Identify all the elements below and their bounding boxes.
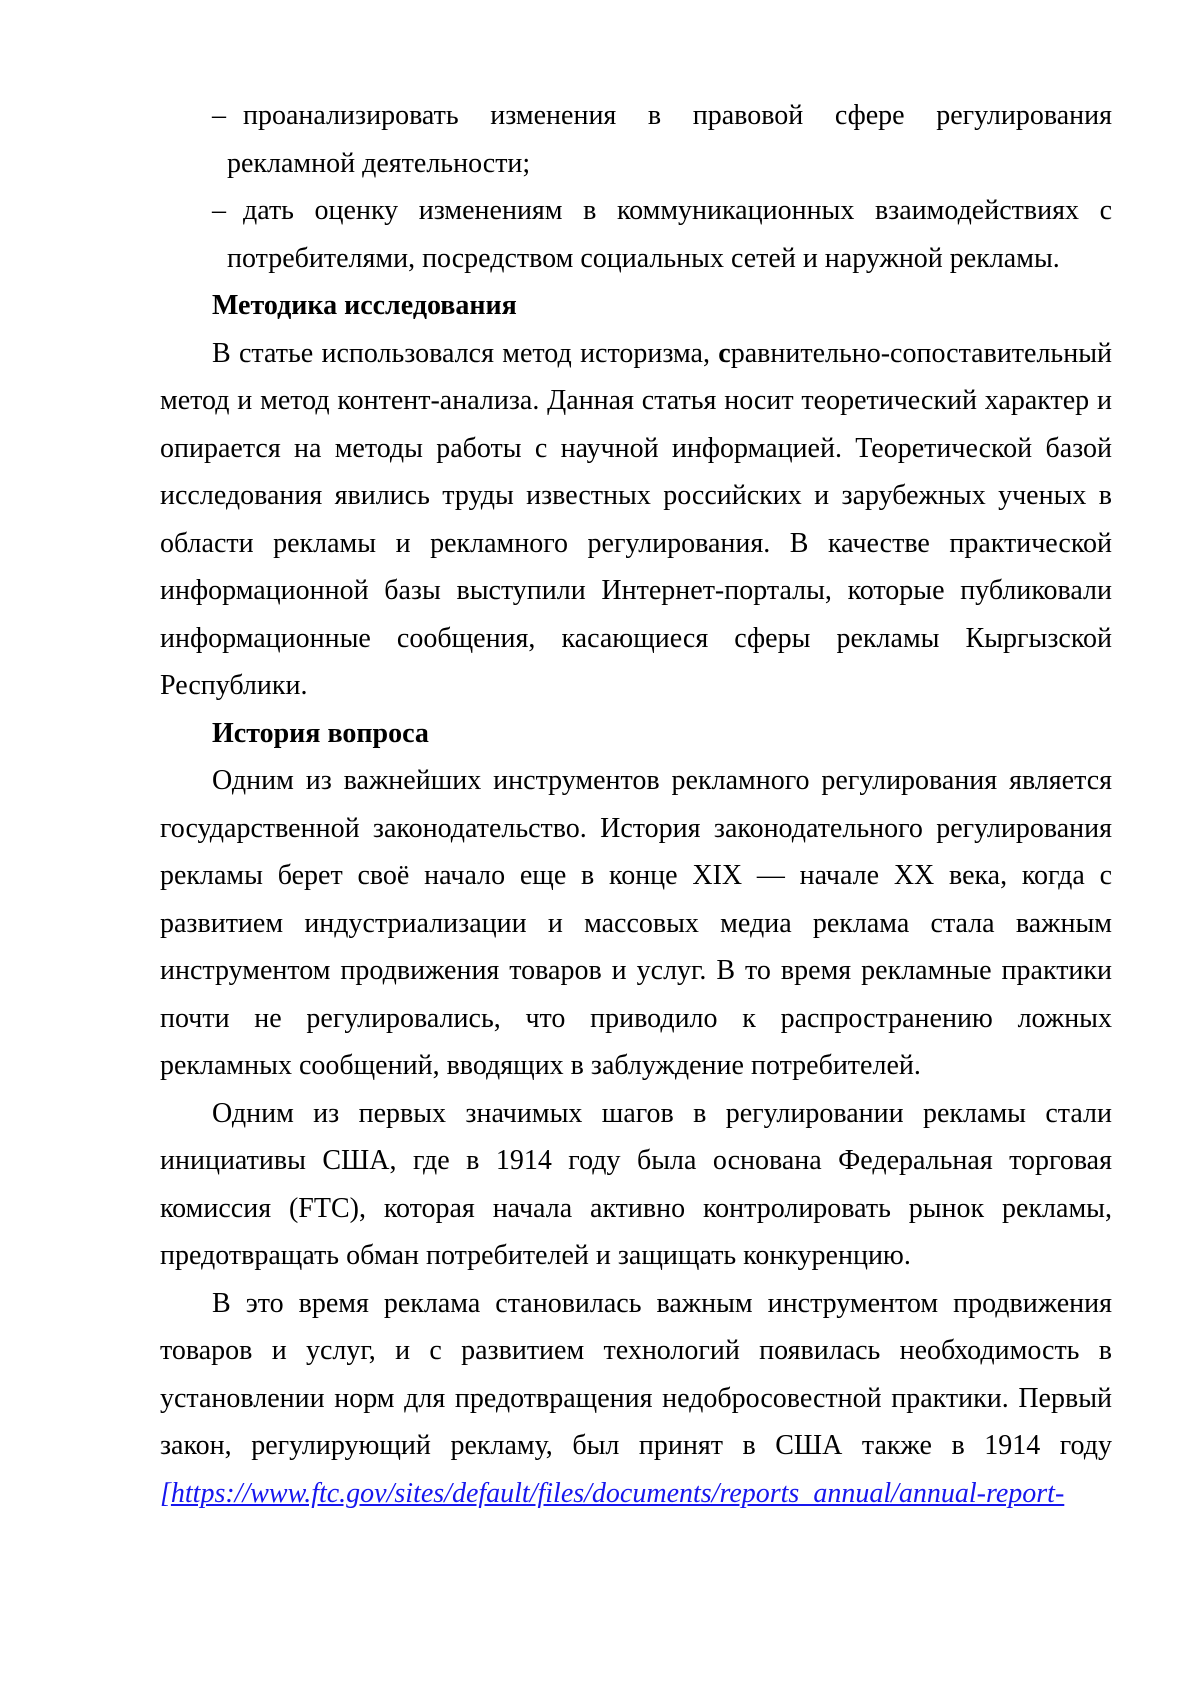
paragraph-first-law [160, 1280, 1112, 1518]
list-item-assess-communications [212, 187, 1112, 282]
paragraph-bold-letter: с [718, 337, 731, 369]
list-dash-marker: – [212, 195, 226, 226]
paragraph-text: В статье использовался метод историзма, [212, 337, 719, 369]
citation-open-bracket: [ [160, 1477, 171, 1509]
paragraph-methodology [160, 330, 1112, 710]
section-heading-history: История вопроса [212, 717, 429, 749]
list-item-text: проанализировать изменения в правовой сфере регулирования рекламной деятельности; [227, 100, 1112, 179]
list-item-text: дать оценку изменениям в коммуникационных взаимодействиях с потребителями, посредством социальных сетей и наружной рекламы. [227, 195, 1112, 274]
paragraph-history-origins: Одним из важнейших инструментов рекламного регулирования является государственной законодательство. История законодательного регулирования рекламы берет своё начало еще в конце XIX — начале XX века, когда с развитием индустриализации и массовых медиа реклама стала важным инструментом продвижения товаров и услуг. В то время рекламные практики почти не регулировались, что приводило к распространению ложных рекламных сообщений, вводящих в заблуждение потребителей. [160, 765, 1112, 1081]
section-heading-methodology: Методика исследования [212, 290, 517, 321]
ftc-report-hyperlink[interactable]: https://www.ftc.gov/sites/default/files/documents/reports_annual/annual-report- [170, 1477, 1065, 1509]
paragraph-text: равнительно-сопоставительный метод и метод контент-анализа. Данная статья носит теоретический характер и опирается на методы работы с научной информацией. Теоретической базой исследования явились труды известных российских и зарубежных ученых в области рекламы и рекламного регулирования. В качестве практической информационной базы выступили Интернет-порталы, которые публиковали информационные сообщения, касающиеся сферы рекламы Кыргызской Республики. [160, 337, 1112, 701]
paragraph-text: В это время реклама становилась важным инструментом продвижения товаров и услуг, и с развитием технологий появилась необходимость в установлении норм для предотвращения недобросовестной практики. Первый закон, регулирующий рекламу, был принят в США также в 1914 году [160, 1287, 1112, 1461]
objectives-list [160, 92, 1112, 282]
list-item-analyze-legal-changes [212, 92, 1112, 187]
list-dash-marker: – [212, 100, 226, 131]
paragraph-ftc-initiatives: Одним из первых значимых шагов в регулировании рекламы стали инициативы США, где в 1914 году была основана Федеральная торговая комиссия (FTC), которая начала активно контролировать рынок рекламы, предотвращать обман потребителей и защищать конкуренцию. [160, 1097, 1112, 1271]
